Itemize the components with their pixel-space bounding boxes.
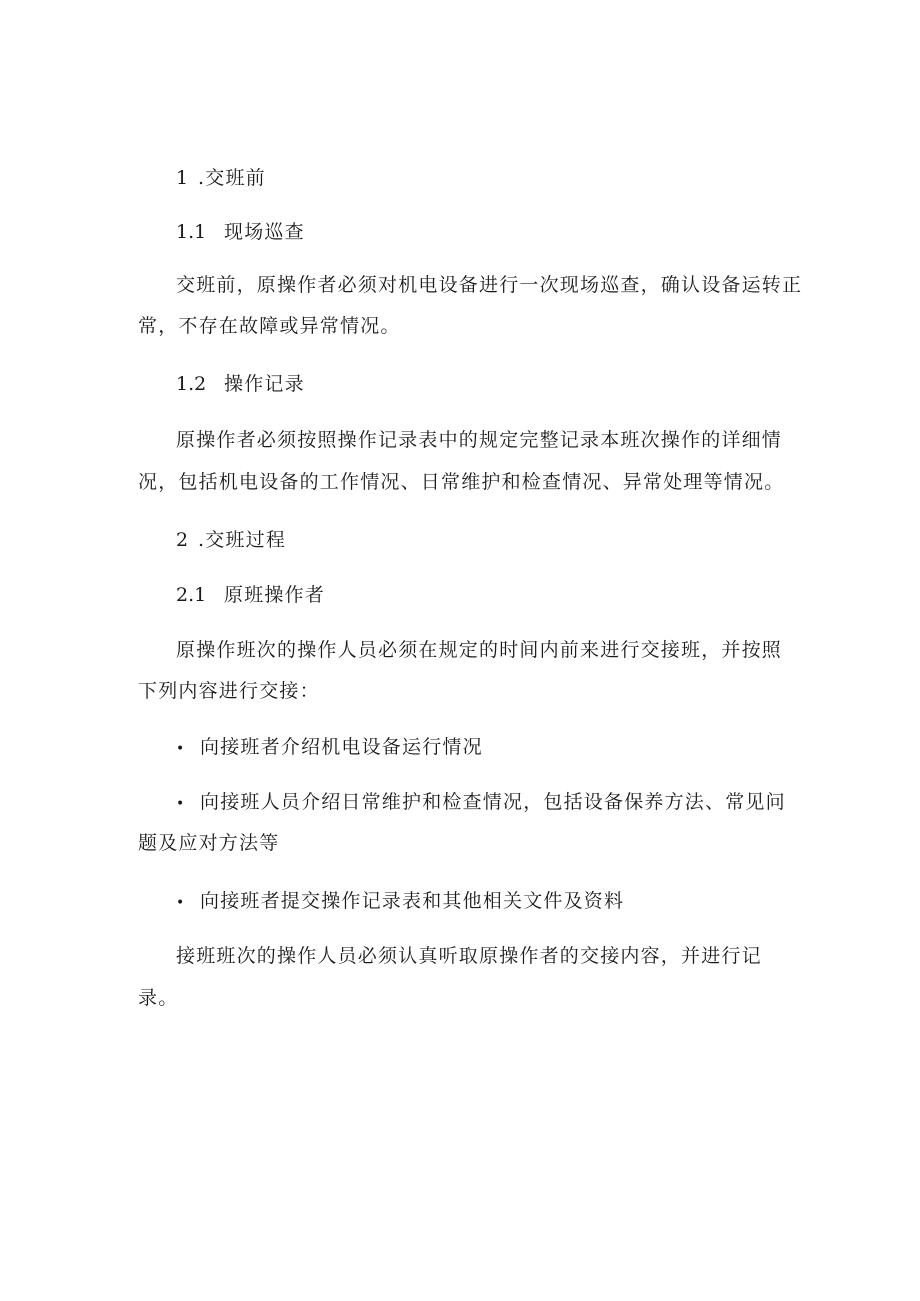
paragraph-line: 交班前，原操作者必须对机电设备进行一次现场巡查，确认设备运转正 — [176, 274, 803, 296]
bullet-icon: • — [176, 895, 186, 911]
bullet-text: 向接班者提交操作记录表和其他相关文件及资料 — [200, 890, 625, 912]
subsection-1-2-heading — [176, 372, 836, 396]
bullet-item — [176, 790, 836, 816]
bullet-text: 向接班者介绍机电设备运行情况 — [200, 736, 483, 758]
subsection-title: 操作记录 — [224, 373, 305, 395]
section-2-heading — [176, 528, 836, 552]
bullet-text: 向接班人员介绍日常维护和检查情况，包括设备保养方法、常见问 — [200, 791, 786, 813]
subsection-number: 2.1 — [176, 584, 207, 606]
bullet-item — [176, 889, 836, 915]
section-title: .交班前 — [198, 167, 266, 189]
paragraph-line: 原操作班次的操作人员必须在规定的时间内前来进行交接班，并按照 — [176, 639, 783, 661]
subsection-title: 原班操作者 — [224, 584, 326, 606]
bullet-icon: • — [176, 796, 186, 812]
section-title: .交班过程 — [198, 529, 287, 551]
paragraph-line: 常，不存在故障或异常情况。 — [138, 315, 401, 337]
bullet-item — [176, 735, 836, 761]
paragraph-line: 接班班次的操作人员必须认真听取原操作者的交接内容，并进行记 — [176, 945, 762, 967]
paragraph-line: 录。 — [138, 987, 179, 1009]
subsection-1-1-heading — [176, 220, 836, 244]
section-1-heading — [176, 166, 836, 190]
subsection-number: 1.1 — [176, 221, 207, 243]
bullet-icon: • — [176, 741, 186, 757]
subsection-number: 1.2 — [176, 373, 207, 395]
bullet-continuation: 题及应对方法等 — [138, 832, 280, 854]
paragraph-line: 况，包括机电设备的工作情况、日常维护和检查情况、异常处理等情况。 — [138, 471, 785, 493]
subsection-2-1-heading — [176, 583, 836, 607]
paragraph-line: 原操作者必须按照操作记录表中的规定完整记录本班次操作的详细情 — [176, 429, 783, 451]
section-number: 2 — [176, 529, 189, 551]
subsection-title: 现场巡查 — [224, 221, 305, 243]
section-number: 1 — [176, 167, 189, 189]
paragraph-line: 下列内容进行交接： — [138, 680, 320, 702]
